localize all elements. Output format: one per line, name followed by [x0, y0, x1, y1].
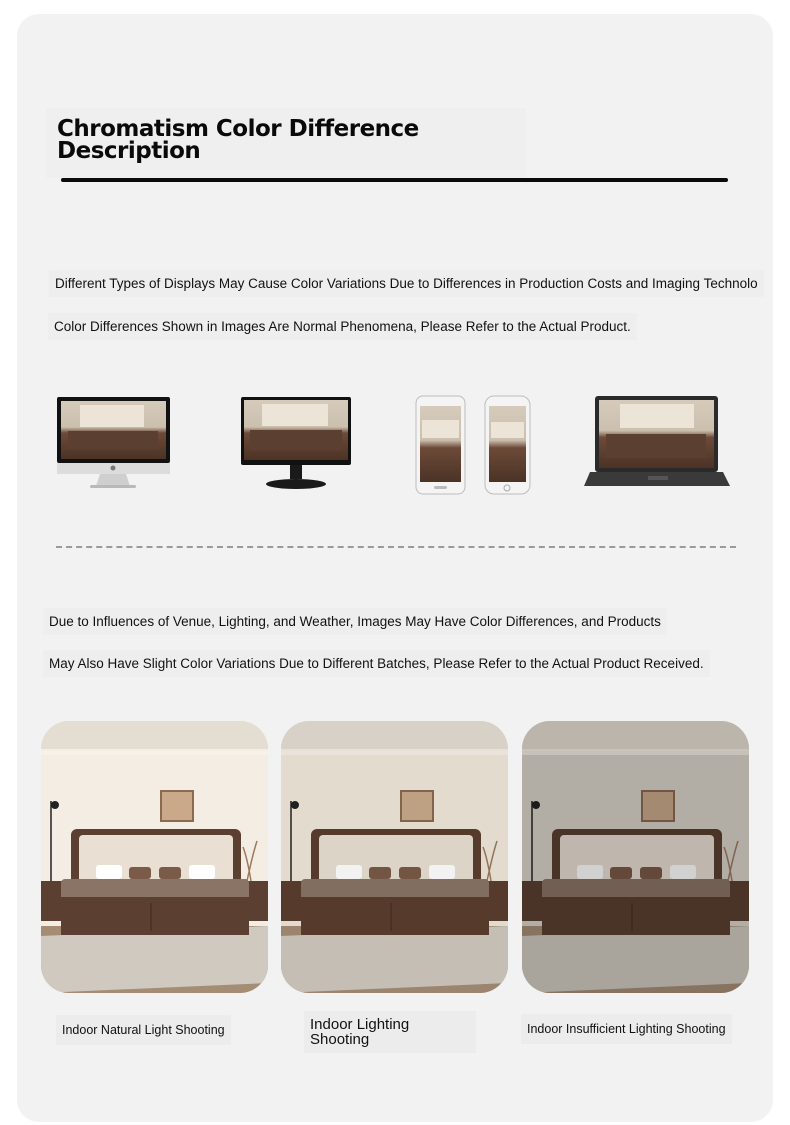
page-title-line-2: Description: [57, 138, 201, 164]
imac-icon: [57, 397, 170, 488]
bedroom-scene: [281, 721, 508, 993]
caption-indoor-lighting: [304, 1011, 476, 1053]
caption-indoor-lighting-line-2: Shooting: [310, 1031, 370, 1048]
photo-natural-light: [41, 721, 268, 993]
laptop-icon: [584, 396, 730, 486]
photo-insufficient-lighting: [522, 721, 749, 993]
phones-icon: [416, 396, 530, 494]
caption-insufficient-lighting-text: Indoor Insufficient Lighting Shooting: [527, 1022, 726, 1036]
env-note-line-1: Due to Influences of Venue, Lighting, and Weather, Images May Have Color Differences, and Products: [43, 608, 667, 635]
monitor-icon: [241, 397, 351, 489]
env-note-line-2: May Also Have Slight Color Variations Due to Different Batches, Please Refer to the Actual Product Received.: [43, 650, 710, 677]
page-title-line-1: Chromatism Color Difference: [57, 116, 419, 142]
caption-natural-light: [56, 1015, 231, 1045]
photo-indoor-lighting: [281, 721, 508, 993]
bedroom-scene: [41, 721, 268, 993]
caption-insufficient-lighting: [521, 1014, 732, 1044]
section-divider: [56, 546, 736, 548]
bedroom-scene: [522, 721, 749, 993]
display-note-line-2: Color Differences Shown in Images Are Normal Phenomena, Please Refer to the Actual Product.: [48, 313, 637, 340]
caption-indoor-lighting-line-1: Indoor Lighting: [310, 1016, 410, 1033]
devices-illustration: [0, 0, 790, 520]
display-note-line-1: Different Types of Displays May Cause Color Variations Due to Differences in Production Costs and Imaging Technolo: [49, 270, 764, 297]
caption-natural-light-text: Indoor Natural Light Shooting: [62, 1023, 225, 1037]
